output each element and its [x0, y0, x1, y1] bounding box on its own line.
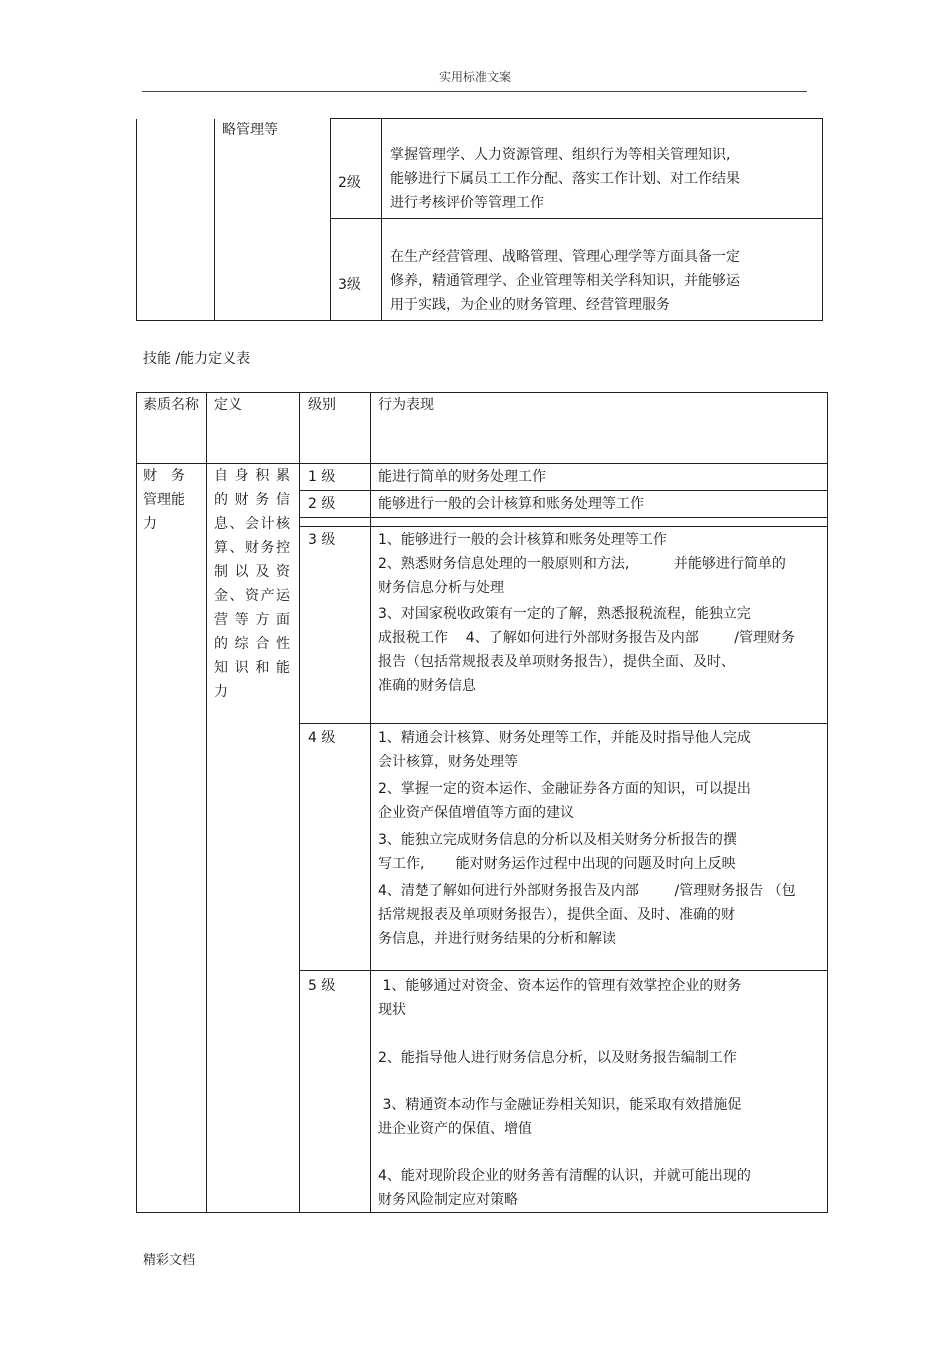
text-line: 财 务 [143, 468, 185, 484]
text-line: 掌握管理学、人力资源管理、组织行为等相关管理知识, [390, 147, 731, 163]
text-line: 进企业资产的保值、增值 [378, 1121, 532, 1137]
text-line: 管理能 [143, 492, 185, 508]
text-line: 的综合性 [214, 636, 290, 652]
text-line: 1、能够进行一般的会计核算和账务处理等工作 [378, 532, 667, 548]
text-line: 1、能够通过对资金、资本运作的管理有效掌控企业的财务 [378, 978, 742, 994]
text-line: 4、清楚了解如何进行外部财务报告及内部 /管理财务报告 （包 [378, 883, 796, 899]
level-behavior [378, 974, 751, 1212]
column-divider-2 [299, 392, 300, 1213]
text-line: 括常规报表及单项财务报告），提供全面、及时、准确的财 [378, 907, 735, 923]
level-label: 3 级 [308, 532, 336, 548]
level-column-divider [381, 118, 382, 321]
text-line: 1、精通会计核算、财务处理等工作，并能及时指导他人完成 [378, 730, 751, 746]
header-name: 素质名称 [143, 397, 199, 413]
table-border-left [136, 119, 137, 321]
row-divider [299, 723, 828, 724]
text-line: 自身积累 [214, 468, 290, 484]
text-line: 知识和能 [214, 660, 290, 676]
text-line: 力 [143, 516, 157, 532]
text-line: 写工作, 能对财务运作过程中出现的问题及时向上反映 [378, 856, 736, 872]
level-label: 4 级 [308, 730, 336, 746]
text-line: 能够进行下属员工工作分配、落实工作计划、对工作结果 [390, 171, 740, 187]
text-line: 成报税工作 4、了解如何进行外部财务报告及内部 /管理财务 [378, 630, 796, 646]
text-line: 财务信息分析与处理 [378, 580, 504, 596]
level-description [390, 143, 740, 215]
section-title: 技能 /能力定义表 [143, 351, 251, 367]
text-line: 算、财务控 [214, 540, 290, 556]
text-line: 准确的财务信息 [378, 678, 476, 694]
competency-name [143, 464, 185, 536]
text-line: 现状 [378, 1002, 406, 1018]
text-line: 3、对国家税收政策有一定的了解，熟悉报税流程，能独立完 [378, 606, 751, 622]
level-label: 2级 [338, 175, 361, 191]
level-row-divider [330, 218, 823, 219]
text-line: 会计核算，财务处理等 [378, 754, 518, 770]
column-divider-1 [206, 392, 207, 1213]
text-line: 2、能指导他人进行财务信息分析，以及财务报告编制工作 [378, 1050, 737, 1066]
level-label: 3级 [338, 277, 361, 293]
header-level: 级别 [308, 397, 336, 413]
row-divider [299, 517, 828, 518]
text-line: 企业资产保值增值等方面的建议 [378, 805, 574, 821]
text-line: 2、熟悉财务信息处理的一般原则和方法, 并能够进行简单的 [378, 556, 786, 572]
text-line: 进行考核评价等管理工作 [390, 195, 544, 211]
column-divider-3 [370, 392, 371, 1213]
text-line: 财务风险制定应对策略 [378, 1192, 518, 1208]
row-divider [299, 970, 828, 971]
text-line: 的财务信 [214, 492, 290, 508]
header-divider [142, 91, 807, 92]
text-line: 修养，精通管理学、企业管理等相关学科知识，并能够运 [390, 273, 740, 289]
text-line: 金、资产运 [214, 588, 290, 604]
text-line: 用于实践，为企业的财务管理、经营管理服务 [390, 297, 670, 313]
text-line: 制以及资 [214, 564, 290, 580]
text-line: 营等方面 [214, 612, 290, 628]
text-line: 4、能对现阶段企业的财务善有清醒的认识，并就可能出现的 [378, 1168, 751, 1184]
text-line: 3、精通资本动作与金融证券相关知识，能采取有效措施促 [378, 1097, 742, 1113]
competency-definition [214, 464, 290, 704]
text-line: 报告（包括常规报表及单项财务报告），提供全面、及时、 [378, 654, 735, 670]
level-behavior: 能进行简单的财务处理工作 [378, 469, 546, 485]
level-behavior [378, 528, 795, 698]
text-line: 力 [214, 684, 228, 700]
text-line: 2、掌握一定的资本运作、金融证券各方面的知识，可以提出 [378, 781, 751, 797]
text-line: 3、能独立完成财务信息的分析以及相关财务分析报告的撰 [378, 832, 737, 848]
level-label: 1 级 [308, 469, 336, 485]
header-definition: 定义 [214, 397, 242, 413]
row-divider [299, 526, 828, 527]
level-behavior [378, 726, 796, 951]
text-line: 息、会计核 [214, 516, 290, 532]
table-column-divider [214, 119, 215, 321]
level-label: 5 级 [308, 978, 336, 994]
continued-definition-cell: 略管理等 [222, 122, 278, 138]
header-behavior: 行为表现 [378, 397, 434, 413]
level-description [390, 245, 740, 317]
page-header-title: 实用标准文案 [438, 70, 511, 84]
row-divider [299, 490, 828, 491]
page-footer: 精彩文档 [143, 1253, 196, 1268]
text-line: 务信息，并进行财务结果的分析和解读 [378, 931, 616, 947]
level-behavior: 能够进行一般的会计核算和账务处理等工作 [378, 496, 644, 512]
level-label: 2 级 [308, 496, 336, 512]
text-line: 在生产经营管理、战略管理、管理心理学等方面具备一定 [390, 249, 740, 265]
